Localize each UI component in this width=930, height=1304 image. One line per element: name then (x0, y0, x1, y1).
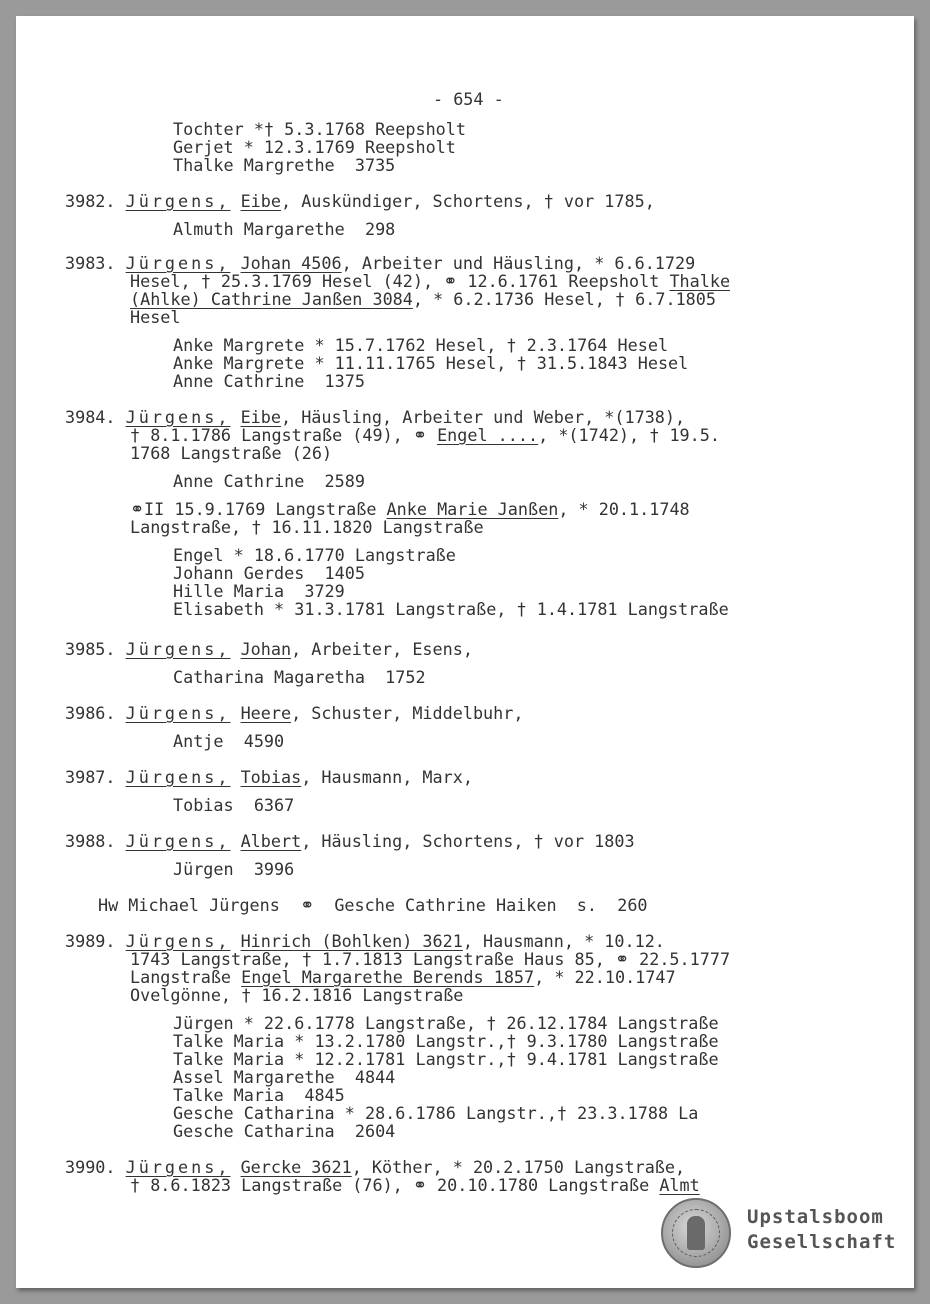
text-segment: Hesel (130, 307, 181, 327)
text-segment: Engel Margarethe Berends 1857 (241, 967, 535, 987)
text-line (173, 732, 284, 750)
text-line (173, 600, 729, 618)
text-segment: Jürgens, (125, 191, 231, 211)
text-line (173, 336, 668, 354)
text-line (130, 308, 181, 326)
text-segment: , Schuster, Middelbuhr, (291, 703, 524, 723)
text-segment: Eibe (240, 191, 281, 211)
text-segment: Jürgens, (125, 703, 231, 723)
text-line (173, 668, 426, 686)
text-line (173, 156, 395, 174)
text-segment: , Häusling, Schortens, † vor 1803 (301, 831, 635, 851)
text-segment: 1743 Langstraße, † 1.7.1813 Langstraße Haus 85, ⚭ 22.5.1777 (130, 949, 731, 969)
text-segment: Hille Maria 3729 (173, 581, 345, 601)
text-segment: (Ahlke) Cathrine Janßen 3084 (130, 289, 413, 309)
text-line (65, 768, 473, 786)
text-segment: , Häusling, Arbeiter und Weber, *(1738), (280, 407, 686, 427)
text-segment: , Arbeiter und Häusling, * 6.6.1729 (341, 253, 696, 273)
text-segment: Assel Margarethe 4844 (173, 1067, 396, 1087)
seal-icon (661, 1198, 731, 1268)
text-segment: , * 6.2.1736 Hesel, † 6.7.1805 (412, 289, 716, 309)
text-segment: Tobias 6367 (173, 795, 295, 815)
text-line (173, 860, 294, 878)
text-line (173, 1068, 395, 1086)
text-line (65, 1158, 685, 1176)
text-segment: 3983. (65, 253, 126, 273)
text-segment: Heere (240, 703, 292, 723)
text-line (173, 120, 466, 138)
text-segment: Gercke 3621 (240, 1157, 352, 1177)
text-segment: Talke Maria * 13.2.1780 Langstr.,† 9.3.1780 Langstraße (173, 1031, 719, 1051)
text-line (173, 138, 456, 156)
text-line (65, 704, 523, 722)
text-line (173, 1014, 719, 1032)
text-segment: , Arbeiter, Esens, (291, 639, 473, 659)
text-line (173, 354, 688, 372)
text-segment: † 8.1.1786 Langstraße (49), ⚭ (130, 425, 438, 445)
text-segment: , *(1742), † 19.5. (538, 425, 720, 445)
text-segment (230, 253, 240, 273)
document-page (16, 16, 914, 1288)
text-line (173, 220, 395, 238)
text-segment (230, 639, 240, 659)
society-logo (661, 1198, 914, 1270)
text-segment (230, 1157, 240, 1177)
text-segment: Eibe (240, 407, 281, 427)
logo-text-line1: Upstalsboom (747, 1206, 884, 1228)
text-segment: Engel .... (437, 425, 539, 445)
text-segment: † 8.6.1823 Langstraße (76), ⚭ 20.10.1780 Langstraße (130, 1175, 660, 1195)
text-line (173, 1104, 698, 1122)
text-segment: Anke Margrete * 15.7.1762 Hesel, † 2.3.1764 Hesel (173, 335, 669, 355)
text-line (65, 408, 685, 426)
text-line (65, 640, 473, 658)
text-segment: , Köther, * 20.2.1750 Langstraße, (351, 1157, 686, 1177)
text-segment: Anne Cathrine 2589 (173, 471, 365, 491)
text-segment: Langstraße (130, 967, 242, 987)
text-segment: Elisabeth * 31.3.1781 Langstraße, † 1.4.1781 Langstraße (173, 599, 729, 619)
text-segment: 1768 Langstraße (26) (130, 443, 333, 463)
text-line (173, 796, 294, 814)
text-segment: Jürgens, (125, 767, 231, 787)
text-line (130, 950, 730, 968)
text-segment: Jürgens, (125, 1157, 231, 1177)
text-line (65, 932, 665, 950)
text-line (130, 1176, 700, 1194)
text-segment: Jürgen * 22.6.1778 Langstraße, † 26.12.1784 Langstraße (173, 1013, 719, 1033)
text-segment: Jürgens, (125, 639, 231, 659)
text-segment (230, 191, 240, 211)
text-segment: , Auskündiger, Schortens, † vor 1785, (280, 191, 655, 211)
text-segment: Talke Maria * 12.2.1781 Langstr.,† 9.4.1781 Langstraße (173, 1049, 719, 1069)
text-line (173, 372, 365, 390)
text-segment: 3987. (65, 767, 126, 787)
text-segment (230, 703, 240, 723)
text-segment: Jürgens, (125, 253, 231, 273)
text-line (173, 1122, 395, 1140)
text-segment: Langstraße, † 16.11.1820 Langstraße (130, 517, 484, 537)
text-segment: Engel * 18.6.1770 Langstraße (173, 545, 456, 565)
text-segment: , Hausmann, Marx, (301, 767, 473, 787)
text-segment: Jürgens, (125, 931, 231, 951)
text-line (130, 518, 484, 536)
text-segment: 3989. (65, 931, 126, 951)
text-segment: Almuth Margarethe 298 (173, 219, 396, 239)
text-segment (230, 931, 240, 951)
text-segment: Anke Margrete * 11.11.1765 Hesel, † 31.5.1843 Hesel (173, 353, 689, 373)
text-segment: Johann Gerdes 1405 (173, 563, 365, 583)
text-segment: Jürgen 3996 (173, 859, 295, 879)
text-segment (230, 407, 240, 427)
text-line (65, 832, 635, 850)
text-line (130, 272, 730, 290)
text-segment: Albert (240, 831, 302, 851)
text-segment: Tobias (240, 767, 302, 787)
text-segment: , * 20.1.1748 (558, 499, 690, 519)
text-line (173, 582, 345, 600)
text-segment: Anke Marie Janßen (386, 499, 559, 519)
page-number: - 654 - (433, 89, 504, 109)
logo-text-line2: Gesellschaft (747, 1231, 897, 1253)
text-line (130, 500, 690, 518)
text-line (173, 472, 365, 490)
text-line (173, 564, 365, 582)
text-line (65, 192, 655, 210)
text-segment: Hw Michael Jürgens ⚭ Gesche Cathrine Haiken s. 260 (98, 895, 648, 915)
text-segment: Gerjet * 12.3.1769 Reepsholt (173, 137, 456, 157)
text-line (173, 1050, 719, 1068)
text-segment: Johan 4506 (240, 253, 342, 273)
text-line (173, 546, 456, 564)
text-segment: Hinrich (Bohlken) 3621 (240, 931, 463, 951)
text-line (98, 896, 648, 914)
text-segment: , * 22.10.1747 (534, 967, 676, 987)
text-segment (230, 831, 240, 851)
text-line (130, 968, 676, 986)
text-segment: Antje 4590 (173, 731, 285, 751)
text-segment: Catharina Magaretha 1752 (173, 667, 426, 687)
text-segment: Johan (240, 639, 292, 659)
text-segment: Thalke Margrethe 3735 (173, 155, 396, 175)
text-segment: Anne Cathrine 1375 (173, 371, 365, 391)
text-segment: 3990. (65, 1157, 126, 1177)
text-segment: 3986. (65, 703, 126, 723)
text-line (130, 426, 720, 444)
text-segment: , Hausmann, * 10.12. (462, 931, 665, 951)
text-line (173, 1032, 719, 1050)
text-segment: Jürgens, (125, 831, 231, 851)
text-segment: ⚭II 15.9.1769 Langstraße (130, 499, 387, 519)
text-segment: 3982. (65, 191, 126, 211)
text-line (130, 444, 332, 462)
text-segment: Tochter *† 5.3.1768 Reepsholt (173, 119, 466, 139)
text-line (130, 290, 716, 308)
text-segment: Thalke (669, 271, 731, 291)
text-segment: Almt (659, 1175, 700, 1195)
text-segment: Talke Maria 4845 (173, 1085, 345, 1105)
text-line (173, 1086, 345, 1104)
text-segment: Hesel, † 25.3.1769 Hesel (42), ⚭ 12.6.1761 Reepsholt (130, 271, 670, 291)
text-line (130, 986, 463, 1004)
text-segment: Gesche Catharina 2604 (173, 1121, 396, 1141)
text-segment (230, 767, 240, 787)
text-segment: Jürgens, (125, 407, 231, 427)
text-segment: 3984. (65, 407, 126, 427)
text-segment: Ovelgönne, † 16.2.1816 Langstraße (130, 985, 464, 1005)
text-segment: 3988. (65, 831, 126, 851)
text-segment: 3985. (65, 639, 126, 659)
text-segment: Gesche Catharina * 28.6.1786 Langstr.,† 23.3.1788 La (173, 1103, 699, 1123)
text-line (65, 254, 695, 272)
